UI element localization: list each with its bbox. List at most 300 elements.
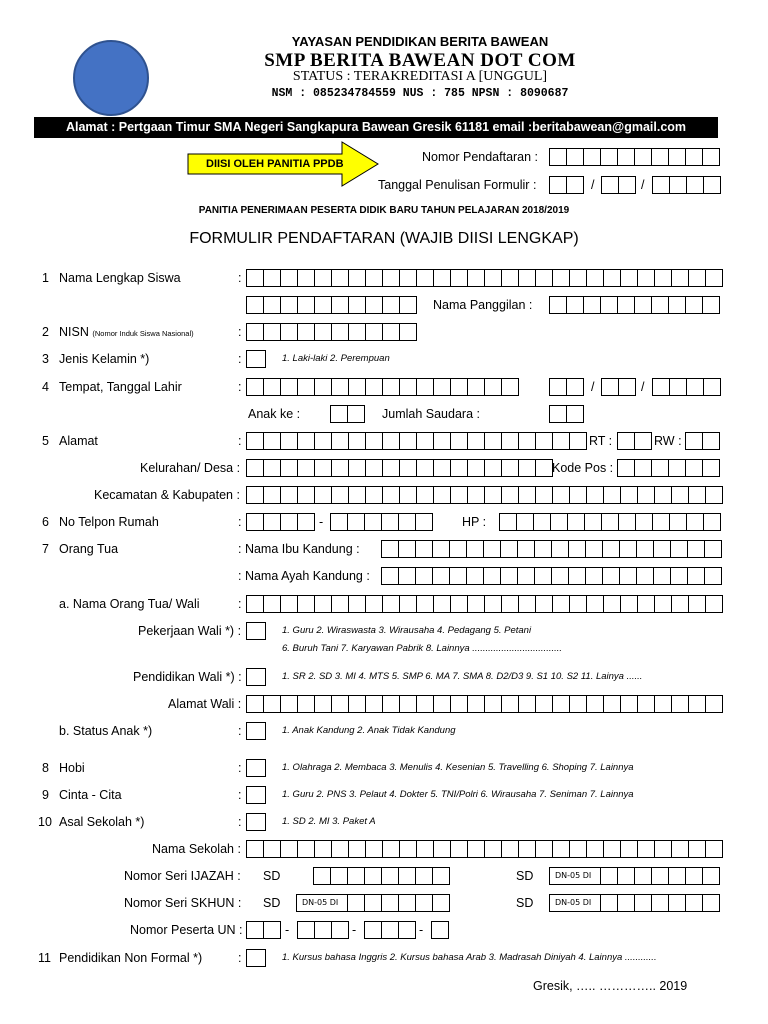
input-box[interactable] — [670, 540, 688, 558]
input-box[interactable] — [381, 867, 399, 885]
input-box[interactable] — [381, 513, 399, 531]
input-box[interactable] — [702, 894, 720, 912]
input-box[interactable] — [600, 867, 618, 885]
input-box[interactable] — [280, 595, 298, 613]
input-box[interactable] — [280, 486, 298, 504]
pendidikan-wali-field[interactable] — [246, 668, 265, 686]
input-box[interactable] — [685, 148, 703, 166]
input-box[interactable] — [263, 432, 281, 450]
input-box[interactable] — [517, 567, 535, 585]
input-box[interactable] — [382, 323, 400, 341]
input-box[interactable] — [602, 540, 620, 558]
input-box[interactable] — [671, 486, 689, 504]
input-box[interactable] — [365, 459, 383, 477]
input-box[interactable] — [652, 378, 670, 396]
kode-pos-field[interactable] — [617, 459, 719, 477]
input-box[interactable] — [685, 296, 703, 314]
anak-ke-field[interactable] — [330, 405, 364, 423]
input-box[interactable] — [467, 840, 485, 858]
input-box[interactable] — [365, 840, 383, 858]
peserta-un-field-1[interactable] — [246, 921, 280, 939]
input-box[interactable] — [651, 296, 669, 314]
input-box[interactable] — [450, 432, 468, 450]
input-box[interactable] — [466, 567, 484, 585]
input-box[interactable] — [569, 432, 587, 450]
input-box[interactable] — [669, 176, 687, 194]
input-box[interactable] — [635, 513, 653, 531]
input-box[interactable] — [450, 595, 468, 613]
input-box[interactable] — [500, 540, 518, 558]
input-box[interactable] — [398, 567, 416, 585]
input-box[interactable] — [399, 695, 417, 713]
input-box[interactable] — [382, 432, 400, 450]
input-box[interactable] — [620, 269, 638, 287]
input-box[interactable] — [552, 486, 570, 504]
input-box[interactable] — [416, 432, 434, 450]
pekerjaan-wali-field[interactable] — [246, 622, 265, 640]
input-box[interactable] — [314, 695, 332, 713]
input-box[interactable] — [686, 378, 704, 396]
input-box[interactable] — [331, 269, 349, 287]
input-box[interactable] — [297, 269, 315, 287]
input-box[interactable] — [297, 695, 315, 713]
input-box[interactable] — [432, 540, 450, 558]
input-box[interactable] — [297, 296, 315, 314]
input-box[interactable] — [617, 432, 635, 450]
input-box[interactable] — [246, 695, 264, 713]
input-box[interactable] — [263, 323, 281, 341]
input-box[interactable] — [348, 269, 366, 287]
input-box[interactable] — [501, 486, 519, 504]
input-box[interactable] — [518, 595, 536, 613]
input-box[interactable] — [585, 540, 603, 558]
input-box[interactable] — [348, 432, 366, 450]
input-box[interactable] — [705, 595, 723, 613]
input-box[interactable] — [467, 595, 485, 613]
input-box[interactable] — [517, 540, 535, 558]
input-box[interactable] — [535, 269, 553, 287]
input-box[interactable] — [704, 567, 722, 585]
input-box[interactable] — [620, 595, 638, 613]
peserta-un-field-3[interactable] — [364, 921, 415, 939]
input-box[interactable] — [685, 432, 703, 450]
input-box[interactable] — [600, 296, 618, 314]
input-box[interactable] — [399, 459, 417, 477]
input-box[interactable] — [687, 567, 705, 585]
input-box[interactable] — [280, 269, 298, 287]
input-box[interactable] — [603, 695, 621, 713]
input-box[interactable] — [330, 867, 348, 885]
input-box[interactable] — [484, 432, 502, 450]
input-box[interactable] — [535, 595, 553, 613]
cita-field[interactable] — [246, 786, 265, 804]
input-box[interactable] — [297, 921, 315, 939]
input-box[interactable] — [364, 513, 382, 531]
input-box[interactable] — [704, 540, 722, 558]
input-box[interactable] — [566, 148, 584, 166]
input-box[interactable] — [280, 432, 298, 450]
input-box[interactable] — [637, 486, 655, 504]
input-box[interactable] — [433, 432, 451, 450]
input-box[interactable] — [518, 486, 536, 504]
input-box[interactable] — [617, 148, 635, 166]
peserta-un-field-4[interactable] — [431, 921, 448, 939]
input-box[interactable] — [449, 567, 467, 585]
input-box[interactable] — [450, 378, 468, 396]
tgl-lahir-year[interactable] — [652, 378, 720, 396]
input-box[interactable] — [484, 595, 502, 613]
input-box[interactable] — [398, 921, 416, 939]
input-box[interactable] — [314, 323, 332, 341]
input-box[interactable] — [603, 840, 621, 858]
input-box[interactable] — [314, 595, 332, 613]
input-box[interactable] — [450, 459, 468, 477]
input-box[interactable] — [586, 695, 604, 713]
input-box[interactable] — [347, 513, 365, 531]
input-box[interactable] — [382, 486, 400, 504]
input-box[interactable] — [331, 459, 349, 477]
input-box[interactable] — [313, 867, 331, 885]
input-box[interactable] — [685, 894, 703, 912]
input-box[interactable] — [549, 176, 567, 194]
input-box[interactable] — [314, 378, 332, 396]
input-box[interactable] — [634, 296, 652, 314]
input-box[interactable] — [381, 921, 399, 939]
input-box[interactable] — [331, 695, 349, 713]
input-box[interactable] — [584, 513, 602, 531]
tgl-lahir-day[interactable] — [549, 378, 583, 396]
input-box[interactable] — [600, 148, 618, 166]
input-box[interactable] — [246, 668, 266, 686]
input-box[interactable] — [399, 595, 417, 613]
input-box[interactable] — [347, 867, 365, 885]
input-box[interactable] — [586, 269, 604, 287]
input-box[interactable] — [280, 296, 298, 314]
input-box[interactable] — [365, 595, 383, 613]
input-box[interactable] — [501, 269, 519, 287]
nama-ibu-field[interactable] — [381, 540, 721, 558]
input-box[interactable] — [501, 840, 519, 858]
input-box[interactable] — [634, 867, 652, 885]
input-box[interactable] — [331, 921, 349, 939]
telp-number-field[interactable] — [330, 513, 432, 531]
input-box[interactable] — [314, 486, 332, 504]
input-box[interactable] — [603, 595, 621, 613]
tgl-lahir-month[interactable] — [601, 378, 635, 396]
input-box[interactable] — [552, 432, 570, 450]
input-box[interactable] — [569, 486, 587, 504]
input-box[interactable] — [549, 148, 567, 166]
input-box[interactable] — [654, 486, 672, 504]
input-box[interactable] — [634, 148, 652, 166]
input-box[interactable] — [668, 148, 686, 166]
input-box[interactable] — [703, 378, 721, 396]
input-box[interactable] — [331, 840, 349, 858]
input-box[interactable] — [314, 269, 332, 287]
input-box[interactable] — [314, 840, 332, 858]
input-box[interactable] — [416, 595, 434, 613]
input-box[interactable] — [399, 323, 417, 341]
input-box[interactable] — [654, 595, 672, 613]
input-box[interactable] — [501, 432, 519, 450]
tempat-lahir-field[interactable] — [246, 378, 518, 396]
input-box[interactable] — [702, 867, 720, 885]
input-box[interactable] — [416, 459, 434, 477]
input-box[interactable] — [297, 378, 315, 396]
input-box[interactable] — [702, 296, 720, 314]
input-box[interactable] — [566, 378, 584, 396]
input-box[interactable] — [416, 840, 434, 858]
ijazah-field-1[interactable] — [313, 867, 449, 885]
input-box[interactable] — [702, 432, 720, 450]
input-box[interactable] — [399, 378, 417, 396]
input-box[interactable] — [416, 378, 434, 396]
input-box[interactable] — [348, 459, 366, 477]
input-box[interactable] — [551, 567, 569, 585]
input-box[interactable] — [552, 840, 570, 858]
input-box[interactable] — [534, 540, 552, 558]
input-box[interactable] — [330, 405, 348, 423]
input-box[interactable] — [702, 148, 720, 166]
input-box[interactable] — [467, 432, 485, 450]
input-box[interactable] — [398, 894, 416, 912]
telp-area-field[interactable] — [246, 513, 314, 531]
input-box[interactable] — [634, 459, 652, 477]
input-box[interactable] — [620, 695, 638, 713]
input-box[interactable] — [705, 269, 723, 287]
input-box[interactable] — [618, 513, 636, 531]
input-box[interactable] — [653, 567, 671, 585]
input-box[interactable] — [601, 513, 619, 531]
input-box[interactable] — [586, 595, 604, 613]
input-box[interactable] — [620, 486, 638, 504]
input-box[interactable] — [364, 921, 382, 939]
input-box[interactable] — [246, 323, 264, 341]
input-box[interactable] — [535, 432, 553, 450]
input-box[interactable] — [297, 432, 315, 450]
input-box[interactable] — [467, 486, 485, 504]
input-box[interactable] — [569, 595, 587, 613]
input-box[interactable] — [518, 840, 536, 858]
input-box[interactable] — [620, 840, 638, 858]
nomor-pendaftaran-field[interactable] — [549, 148, 719, 166]
input-box[interactable] — [246, 513, 264, 531]
input-box[interactable] — [688, 695, 706, 713]
input-box[interactable] — [314, 432, 332, 450]
input-box[interactable] — [619, 540, 637, 558]
input-box[interactable] — [416, 269, 434, 287]
input-box[interactable] — [535, 486, 553, 504]
input-box[interactable] — [671, 595, 689, 613]
input-box[interactable] — [651, 894, 669, 912]
input-box[interactable] — [653, 540, 671, 558]
input-box[interactable] — [365, 432, 383, 450]
input-box[interactable] — [603, 486, 621, 504]
input-box[interactable] — [381, 540, 399, 558]
input-box[interactable] — [263, 486, 281, 504]
input-box[interactable] — [668, 894, 686, 912]
input-box[interactable] — [297, 513, 315, 531]
input-box[interactable] — [399, 840, 417, 858]
input-box[interactable] — [263, 513, 281, 531]
input-box[interactable] — [569, 695, 587, 713]
input-box[interactable] — [549, 296, 567, 314]
input-box[interactable] — [399, 486, 417, 504]
skhun-field-1[interactable] — [347, 894, 449, 912]
input-box[interactable] — [705, 840, 723, 858]
input-box[interactable] — [500, 567, 518, 585]
input-box[interactable] — [602, 567, 620, 585]
input-box[interactable] — [433, 486, 451, 504]
input-box[interactable] — [331, 486, 349, 504]
input-box[interactable] — [686, 513, 704, 531]
input-box[interactable] — [484, 269, 502, 287]
input-box[interactable] — [415, 894, 433, 912]
input-box[interactable] — [365, 323, 383, 341]
input-box[interactable] — [688, 840, 706, 858]
input-box[interactable] — [703, 176, 721, 194]
input-box[interactable] — [280, 513, 298, 531]
input-box[interactable] — [501, 595, 519, 613]
input-box[interactable] — [467, 269, 485, 287]
input-box[interactable] — [415, 540, 433, 558]
input-box[interactable] — [569, 269, 587, 287]
input-box[interactable] — [382, 840, 400, 858]
input-box[interactable] — [617, 459, 635, 477]
input-box[interactable] — [654, 269, 672, 287]
input-box[interactable] — [431, 921, 449, 939]
input-box[interactable] — [365, 269, 383, 287]
kecamatan-field[interactable] — [246, 486, 722, 504]
nonformal-field[interactable] — [246, 949, 265, 967]
input-box[interactable] — [381, 567, 399, 585]
input-box[interactable] — [246, 432, 264, 450]
input-box[interactable] — [705, 486, 723, 504]
input-box[interactable] — [246, 722, 266, 740]
input-box[interactable] — [382, 459, 400, 477]
input-box[interactable] — [467, 378, 485, 396]
input-box[interactable] — [668, 296, 686, 314]
input-box[interactable] — [399, 269, 417, 287]
nama-ayah-field[interactable] — [381, 567, 721, 585]
input-box[interactable] — [280, 840, 298, 858]
input-box[interactable] — [331, 296, 349, 314]
input-box[interactable] — [382, 378, 400, 396]
input-box[interactable] — [246, 840, 264, 858]
input-box[interactable] — [688, 486, 706, 504]
input-box[interactable] — [415, 513, 433, 531]
input-box[interactable] — [246, 296, 264, 314]
input-box[interactable] — [634, 894, 652, 912]
input-box[interactable] — [552, 595, 570, 613]
input-box[interactable] — [263, 695, 281, 713]
input-box[interactable] — [246, 350, 266, 368]
input-box[interactable] — [246, 378, 264, 396]
input-box[interactable] — [433, 269, 451, 287]
input-box[interactable] — [280, 323, 298, 341]
input-box[interactable] — [516, 513, 534, 531]
input-box[interactable] — [567, 513, 585, 531]
kelurahan-field[interactable] — [246, 459, 552, 477]
input-box[interactable] — [484, 486, 502, 504]
rt-field[interactable] — [617, 432, 651, 450]
input-box[interactable] — [534, 567, 552, 585]
input-box[interactable] — [246, 949, 266, 967]
ijazah-field-2[interactable] — [600, 867, 719, 885]
input-box[interactable] — [348, 695, 366, 713]
input-box[interactable] — [432, 894, 450, 912]
input-box[interactable] — [382, 296, 400, 314]
input-box[interactable] — [651, 148, 669, 166]
input-box[interactable] — [586, 486, 604, 504]
input-box[interactable] — [364, 894, 382, 912]
asal-sekolah-field[interactable] — [246, 813, 265, 831]
input-box[interactable] — [637, 269, 655, 287]
input-box[interactable] — [551, 540, 569, 558]
input-box[interactable] — [314, 921, 332, 939]
input-box[interactable] — [483, 540, 501, 558]
input-box[interactable] — [670, 567, 688, 585]
input-box[interactable] — [433, 695, 451, 713]
input-box[interactable] — [583, 296, 601, 314]
input-box[interactable] — [416, 486, 434, 504]
input-box[interactable] — [566, 176, 584, 194]
input-box[interactable] — [246, 759, 266, 777]
input-box[interactable] — [568, 540, 586, 558]
input-box[interactable] — [618, 378, 636, 396]
input-box[interactable] — [566, 296, 584, 314]
input-box[interactable] — [280, 695, 298, 713]
input-box[interactable] — [550, 513, 568, 531]
input-box[interactable] — [246, 269, 264, 287]
input-box[interactable] — [637, 695, 655, 713]
input-box[interactable] — [399, 296, 417, 314]
input-box[interactable] — [518, 432, 536, 450]
input-box[interactable] — [398, 540, 416, 558]
input-box[interactable] — [535, 840, 553, 858]
hp-field[interactable] — [499, 513, 720, 531]
input-box[interactable] — [331, 595, 349, 613]
input-box[interactable] — [450, 486, 468, 504]
input-box[interactable] — [331, 432, 349, 450]
input-box[interactable] — [637, 595, 655, 613]
input-box[interactable] — [263, 921, 281, 939]
input-box[interactable] — [246, 459, 264, 477]
input-box[interactable] — [671, 840, 689, 858]
input-box[interactable] — [297, 459, 315, 477]
input-box[interactable] — [415, 867, 433, 885]
input-box[interactable] — [331, 378, 349, 396]
input-box[interactable] — [518, 695, 536, 713]
rw-field[interactable] — [685, 432, 719, 450]
input-box[interactable] — [348, 323, 366, 341]
input-box[interactable] — [331, 323, 349, 341]
input-box[interactable] — [398, 867, 416, 885]
input-box[interactable] — [365, 695, 383, 713]
nama-wali-field[interactable] — [246, 595, 722, 613]
input-box[interactable] — [569, 840, 587, 858]
input-box[interactable] — [671, 269, 689, 287]
input-box[interactable] — [484, 378, 502, 396]
input-box[interactable] — [466, 540, 484, 558]
input-box[interactable] — [617, 894, 635, 912]
input-box[interactable] — [654, 695, 672, 713]
input-box[interactable] — [348, 378, 366, 396]
input-box[interactable] — [365, 378, 383, 396]
input-box[interactable] — [585, 567, 603, 585]
input-box[interactable] — [399, 432, 417, 450]
input-box[interactable] — [637, 840, 655, 858]
